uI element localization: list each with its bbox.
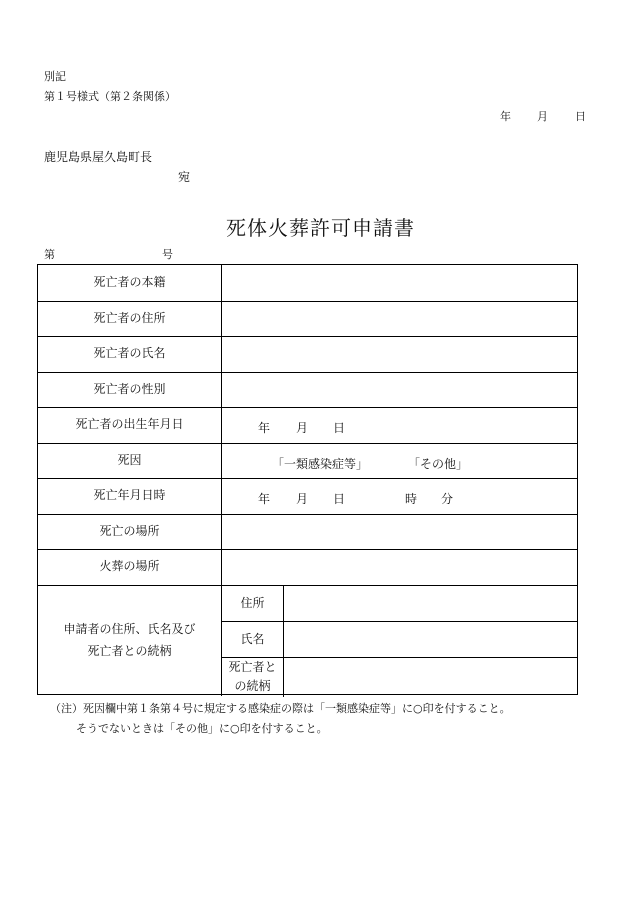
application-table [37,264,578,695]
death-minute-label: 分 [441,492,454,506]
form-number: 第１号様式（第２条関係） [44,90,176,103]
date-day-label: 日 [575,110,586,123]
applicant-address-field[interactable] [284,586,577,622]
birth-month-label: 月 [296,421,309,435]
applicant-relation-row [222,657,577,698]
row-label-name: 死亡者の氏名 [38,337,222,372]
birth-day-label: 日 [333,421,346,435]
addressee-suffix: 宛 [178,170,191,184]
row-label-death-place: 死亡の場所 [38,515,222,550]
number-prefix: 第 [44,248,55,261]
date-month-label: 月 [537,110,548,123]
table-row [38,443,577,479]
death-hour-label: 時 [405,492,418,506]
addressee: 鹿児島県屋久島町長 [44,150,153,164]
applicant-label-line1: 申請者の住所、氏名及び [63,622,196,637]
relation-label-line1: 死亡者と [228,660,277,675]
applicant-relation-label [222,658,284,698]
table-row [38,407,577,443]
applicant-relation-field[interactable] [284,658,577,698]
table-row [38,265,577,301]
applicant-name-row [222,621,577,657]
table-row [38,549,577,585]
applicant-name-field[interactable] [284,622,577,657]
death-year-label: 年 [258,492,271,506]
table-row [38,478,577,514]
applicant-name-label: 氏名 [222,622,284,657]
death-place-field[interactable] [222,515,577,550]
row-label-cause: 死因 [38,444,222,479]
row-label-sex: 死亡者の性別 [38,373,222,408]
death-day-label: 日 [333,492,346,506]
note-line-2: そうでないときは「その他」に○印を付すること。 [76,722,328,735]
applicant-label [38,586,222,697]
date-year-label: 年 [500,110,511,123]
cause-option-other[interactable]: 「その他」 [408,456,469,471]
cremation-place-field[interactable] [222,550,577,585]
deceased-sex-field[interactable] [222,373,577,408]
number-suffix: 号 [162,248,173,261]
applicant-row [38,585,577,697]
cause-field [222,444,577,479]
domicile-field[interactable] [222,265,577,301]
table-row [38,336,577,372]
applicant-address-label: 住所 [222,586,284,622]
table-row [38,301,577,337]
applicant-label-line2: 死亡者との続柄 [87,643,172,658]
row-label-cremation-place: 火葬の場所 [38,550,222,585]
row-label-address: 死亡者の住所 [38,302,222,337]
page-title: 死体火葬許可申請書 [226,216,415,240]
birthdate-field[interactable] [222,408,577,443]
death-datetime-field[interactable] [222,479,577,514]
row-label-death-datetime: 死亡年月日時 [38,479,222,514]
deceased-address-field[interactable] [222,302,577,337]
row-label-birthdate: 死亡者の出生年月日 [38,408,222,443]
relation-label-line2: の続柄 [234,679,271,694]
row-label-domicile: 死亡者の本籍 [38,265,222,301]
note-line-1: （注）死因欄中第１条第４号に規定する感染症の際は「一類感染症等」に○印を付すること。 [50,702,511,715]
birth-year-label: 年 [258,421,271,435]
table-row [38,514,577,550]
deceased-name-field[interactable] [222,337,577,372]
cause-option-infectious[interactable]: 「一類感染症等」 [272,456,369,471]
applicant-address-row [222,586,577,622]
appendix-label: 別記 [44,70,66,83]
death-month-label: 月 [296,492,309,506]
table-row [38,372,577,408]
